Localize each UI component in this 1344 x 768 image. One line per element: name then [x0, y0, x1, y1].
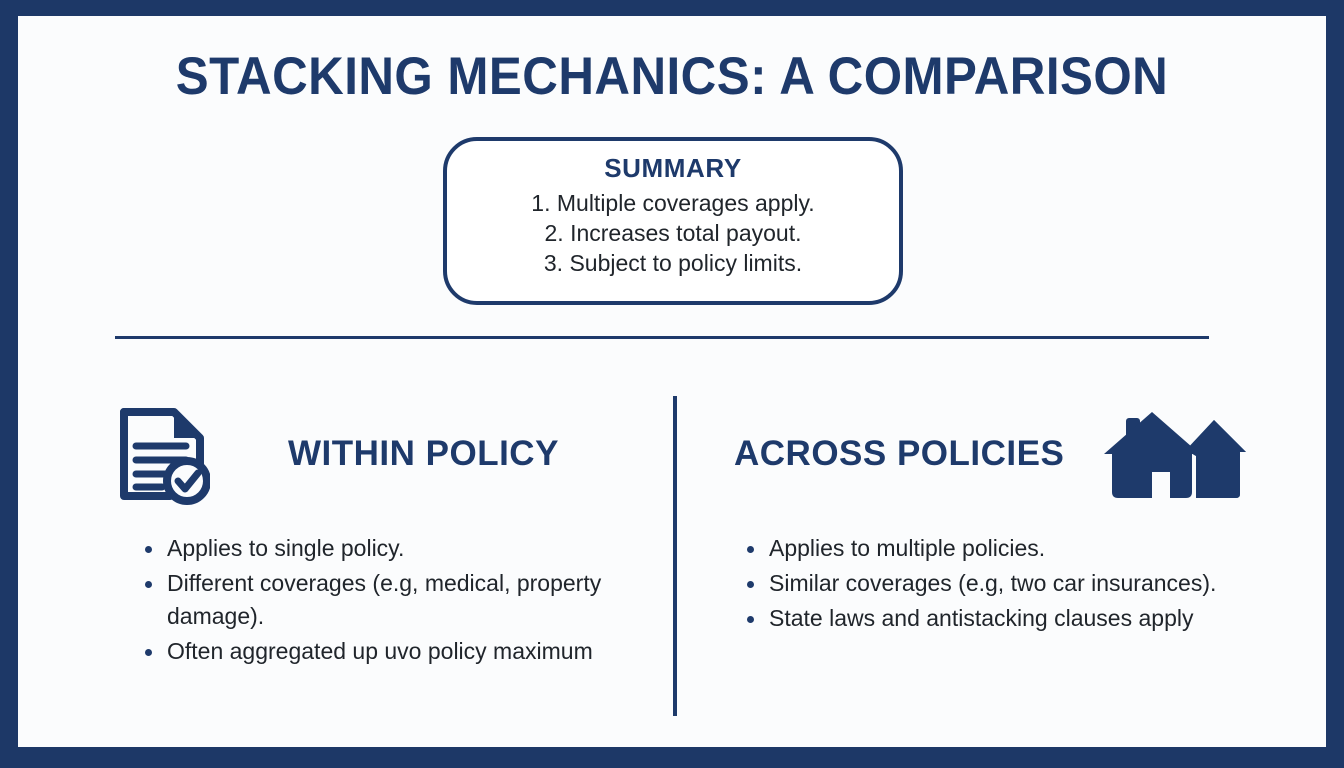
column-title: ACROSS POLICIES — [734, 434, 1065, 473]
column-within-policy — [114, 394, 714, 670]
horizontal-divider — [115, 336, 1209, 339]
column-title: WITHIN POLICY — [288, 434, 559, 473]
bullet-list — [738, 532, 1318, 635]
summary-item: 3. Subject to policy limits. — [543, 250, 803, 276]
summary-card — [443, 137, 903, 305]
list-item: Applies to multiple policies. — [738, 532, 1289, 565]
column-header — [114, 394, 714, 514]
column-across-policies — [718, 394, 1318, 637]
page-title: STACKING MECHANICS: A COMPARISON — [175, 47, 1169, 106]
list-item: Similar coverages (e.g, two car insurances). — [738, 567, 1289, 600]
list-item: Often aggregated up uvo policy maximum — [136, 635, 687, 668]
document-check-icon — [114, 402, 210, 506]
bullet-list — [136, 532, 714, 668]
slide-canvas — [18, 16, 1326, 747]
summary-item: 1. Multiple coverages apply. — [531, 190, 815, 216]
two-houses-icon — [1100, 406, 1250, 502]
list-item: Applies to single policy. — [136, 532, 687, 565]
list-item: State laws and antistacking clauses apply — [738, 602, 1289, 635]
summary-item: 2. Increases total payout. — [544, 220, 802, 246]
column-header — [718, 394, 1318, 514]
summary-list — [447, 188, 899, 278]
list-item: Different coverages (e.g, medical, property damage). — [136, 567, 687, 633]
summary-heading: SUMMARY — [604, 153, 742, 183]
